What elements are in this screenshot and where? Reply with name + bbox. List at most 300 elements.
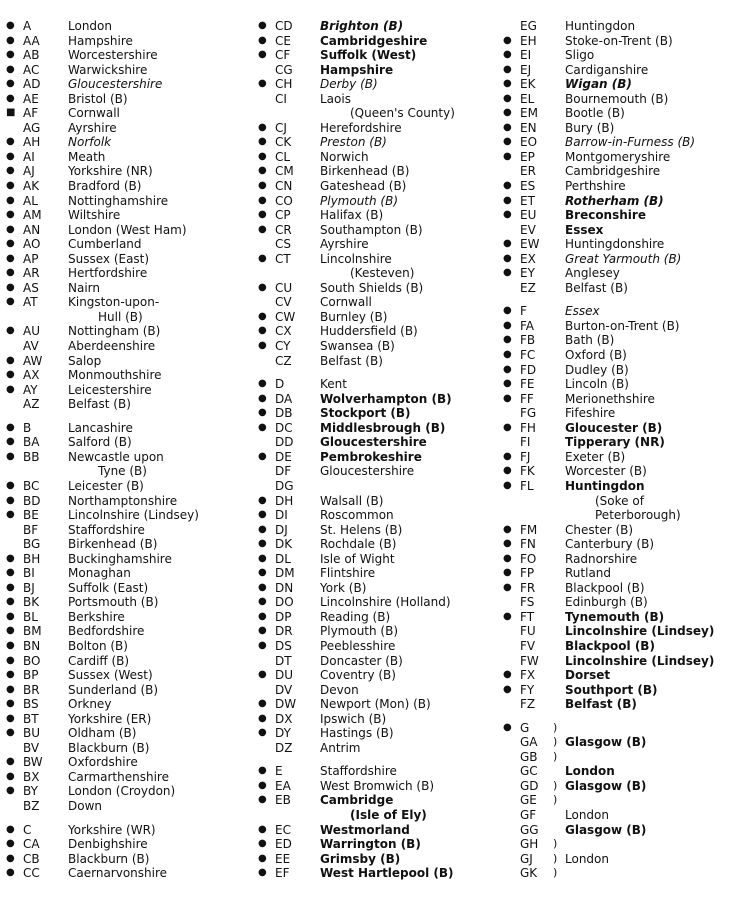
- registration-code: AS: [23, 280, 39, 295]
- bullet-icon: ●: [6, 281, 15, 293]
- county-name: Bath (B): [565, 333, 615, 348]
- bullet-icon: ●: [6, 223, 15, 235]
- code-row: [6, 624, 236, 639]
- bullet-icon: ●: [503, 392, 512, 404]
- registration-code: CV: [275, 295, 292, 310]
- code-row: [503, 363, 733, 378]
- code-row: [503, 304, 733, 319]
- county-name: Reading (B): [320, 609, 391, 624]
- bullet-icon: ●: [503, 121, 512, 133]
- registration-code: EO: [520, 135, 538, 150]
- county-name: Huddersfield (B): [320, 324, 418, 339]
- county-name: Meath: [68, 149, 106, 164]
- county-name: Belfast (B): [68, 397, 131, 412]
- code-row: [258, 683, 490, 698]
- registration-code: EN: [520, 120, 537, 135]
- registration-code: AZ: [23, 397, 40, 412]
- bullet-icon: ●: [6, 150, 15, 162]
- bullet-icon: ●: [6, 49, 15, 61]
- registration-code: FT: [520, 609, 535, 624]
- county-name: Huntingdonshire: [565, 237, 665, 252]
- code-row: [6, 823, 236, 838]
- county-name: Great Yarmouth (B): [565, 251, 682, 266]
- county-name: (Isle of Ely): [350, 807, 427, 822]
- code-row: [258, 19, 490, 34]
- bullet-icon: ●: [503, 479, 512, 491]
- county-name: Glasgow (B): [565, 822, 647, 837]
- county-name: Hastings (B): [320, 726, 394, 741]
- bullet-icon: ●: [6, 625, 15, 637]
- registration-code: DF: [275, 464, 292, 479]
- bullet-icon: ●: [258, 867, 267, 879]
- code-row: [258, 421, 490, 436]
- bullet-icon: ●: [258, 252, 267, 264]
- registration-code: EC: [275, 822, 291, 837]
- registration-code: EV: [520, 222, 536, 237]
- county-name: Monmouthshire: [68, 368, 162, 383]
- county-name: Leicester (B): [68, 478, 144, 493]
- county-name: Wigan (B): [565, 77, 632, 92]
- code-row: [6, 48, 236, 63]
- registration-code: C: [23, 822, 32, 837]
- code-row: [258, 406, 490, 421]
- bullet-icon: ●: [258, 340, 267, 352]
- registration-code: AO: [23, 237, 41, 252]
- registration-code: EP: [520, 149, 535, 164]
- bullet-icon: ●: [503, 150, 512, 162]
- county-name: Gloucestershire: [320, 435, 427, 450]
- code-row: [258, 537, 490, 552]
- code-row: [6, 266, 236, 281]
- registration-code: BH: [23, 551, 41, 566]
- code-row: [258, 581, 490, 596]
- code-row: [503, 823, 733, 838]
- bullet-icon: ●: [503, 238, 512, 250]
- county-name: Caernarvonshire: [68, 866, 168, 881]
- bullet-icon: ●: [6, 567, 15, 579]
- code-row: [503, 552, 733, 567]
- code-row: [258, 392, 490, 407]
- registration-code: CO: [275, 193, 293, 208]
- county-name: Essex: [565, 222, 604, 237]
- code-row: [258, 852, 490, 867]
- code-row: [6, 208, 236, 223]
- county-name: Nottinghamshire: [68, 193, 169, 208]
- code-row: [6, 368, 236, 383]
- county-name: Barrow-in-Furness (B): [565, 135, 696, 150]
- bullet-icon: ●: [6, 494, 15, 506]
- registration-code: CR: [275, 222, 292, 237]
- bullet-icon: ●: [6, 479, 15, 491]
- code-row: [258, 566, 490, 581]
- bullet-icon: ●: [258, 625, 267, 637]
- county-name: Cardiganshire: [565, 62, 649, 77]
- code-row: [503, 668, 733, 683]
- registration-code: CJ: [275, 120, 287, 135]
- registration-code: GF: [520, 807, 537, 822]
- county-name: Warwickshire: [68, 62, 148, 77]
- county-name: Burnley (B): [320, 309, 388, 324]
- code-row: [258, 479, 490, 494]
- county-name: Anglesey: [565, 266, 620, 281]
- registration-code: EG: [520, 19, 537, 33]
- bullet-icon: ●: [503, 34, 512, 46]
- county-name: Portsmouth (B): [68, 595, 159, 610]
- bullet-icon: ●: [503, 363, 512, 375]
- code-row: [258, 793, 490, 808]
- registration-code: EY: [520, 266, 535, 281]
- registration-code: B: [23, 420, 32, 435]
- county-name: London (Croydon): [68, 784, 176, 799]
- county-name: Staffordshire: [320, 764, 397, 779]
- bullet-icon: ●: [503, 180, 512, 192]
- code-row: [258, 435, 490, 450]
- county-name: Wiltshire: [68, 208, 121, 223]
- bracket-mark: ): [553, 735, 558, 749]
- code-row: [503, 581, 733, 596]
- county-name: (Soke of: [595, 493, 644, 508]
- registration-code: CX: [275, 324, 292, 339]
- county-name: Halifax (B): [320, 208, 384, 223]
- bullet-icon: ●: [503, 669, 512, 681]
- county-name: Stoke-on-Trent (B): [565, 33, 673, 48]
- code-row: [258, 552, 490, 567]
- county-name: Dudley (B): [565, 362, 629, 377]
- code-row: [258, 164, 490, 179]
- county-name: Peeblesshire: [320, 638, 396, 653]
- bullet-icon: ●: [258, 165, 267, 177]
- registration-code: F: [520, 304, 527, 319]
- registration-code: DA: [275, 391, 293, 406]
- registration-code: EZ: [520, 280, 536, 295]
- registration-code: EA: [275, 778, 291, 793]
- code-row: [258, 354, 490, 369]
- county-name: Buckinghamshire: [68, 551, 172, 566]
- county-name: Ipswich (B): [320, 711, 387, 726]
- code-row: [6, 77, 236, 92]
- code-row: [503, 421, 733, 436]
- county-name: Birkenhead (B): [68, 537, 158, 552]
- registration-code: FD: [520, 362, 537, 377]
- registration-code: DZ: [275, 740, 293, 755]
- code-row: [258, 523, 490, 538]
- county-name: Bradford (B): [68, 179, 142, 194]
- bracket-mark: ): [553, 837, 558, 851]
- code-row: [6, 494, 236, 509]
- registration-code: DS: [275, 638, 292, 653]
- county-name: Radnorshire: [565, 551, 638, 566]
- registration-code: DH: [275, 493, 294, 508]
- code-row: [503, 237, 733, 252]
- code-row: [503, 135, 733, 150]
- bracket-mark: ): [553, 866, 558, 880]
- bullet-icon: ●: [503, 319, 512, 331]
- registration-code: GA: [520, 735, 538, 750]
- bullet-icon: ●: [258, 378, 267, 390]
- code-row: [6, 397, 236, 412]
- county-name: Hull (B): [98, 309, 143, 324]
- county-name: Lincolnshire (Lindsey): [565, 653, 715, 668]
- registration-code: DL: [275, 551, 291, 566]
- registration-code: EK: [520, 77, 536, 92]
- bracket-mark: ): [553, 720, 558, 734]
- registration-code: BC: [23, 478, 40, 493]
- bullet-icon: ●: [258, 223, 267, 235]
- registration-code: A: [23, 19, 32, 33]
- registration-code: EU: [520, 208, 537, 223]
- county-name: Grimsby (B): [320, 851, 401, 866]
- county-name: Dorset: [565, 668, 611, 683]
- county-name: Blackburn (B): [68, 851, 150, 866]
- code-row: [503, 566, 733, 581]
- code-row: [503, 435, 733, 450]
- county-name: Glasgow (B): [565, 778, 647, 793]
- county-name: Bournemouth (B): [565, 91, 669, 106]
- county-name: Norfolk: [68, 135, 112, 150]
- bullet-icon: ●: [503, 92, 512, 104]
- code-row: [258, 741, 490, 756]
- code-row: [258, 295, 490, 310]
- code-row: [503, 654, 733, 669]
- code-row: [6, 537, 236, 552]
- bullet-icon: ●: [6, 756, 15, 768]
- registration-code: FJ: [520, 449, 531, 464]
- county-name: Chester (B): [565, 522, 634, 537]
- county-name: Northamptonshire: [68, 493, 178, 508]
- code-row: [258, 150, 490, 165]
- county-name: London: [68, 19, 112, 33]
- registration-code: DG: [275, 478, 294, 493]
- county-name: Belfast (B): [320, 353, 383, 368]
- county-name: Wolverhampton (B): [320, 391, 452, 406]
- code-row: [6, 837, 236, 852]
- registration-code: AD: [23, 77, 41, 92]
- bullet-icon: ●: [6, 194, 15, 206]
- registration-code: FI: [520, 435, 531, 450]
- code-row: [258, 697, 490, 712]
- registration-code: DO: [275, 595, 294, 610]
- county-name: Cambridge: [320, 793, 394, 808]
- bullet-icon: ●: [6, 727, 15, 739]
- registration-code: FX: [520, 668, 536, 683]
- county-name: Tyne (B): [98, 464, 147, 479]
- county-name: Worcestershire: [68, 48, 158, 63]
- registration-code: ET: [520, 193, 535, 208]
- registration-code: G: [520, 720, 530, 735]
- code-row: [258, 34, 490, 49]
- bullet-icon: ●: [6, 712, 15, 724]
- bullet-icon: ●: [503, 107, 512, 119]
- bullet-icon: ●: [503, 378, 512, 390]
- registration-code: ED: [275, 837, 292, 852]
- registration-code: AR: [23, 266, 40, 281]
- county-name: Ayrshire: [68, 120, 117, 135]
- code-row: [6, 339, 236, 354]
- registration-code: BJ: [23, 580, 35, 595]
- county-name: Gloucestershire: [320, 464, 415, 479]
- county-name: Belfast (B): [565, 697, 637, 712]
- county-name: Pembrokeshire: [320, 449, 422, 464]
- code-row: [6, 421, 236, 436]
- bullet-icon: ●: [503, 610, 512, 622]
- county-name: Leicestershire: [68, 382, 152, 397]
- bullet-icon: ●: [503, 334, 512, 346]
- bullet-icon: ●: [258, 523, 267, 535]
- county-name: Hertfordshire: [68, 266, 148, 281]
- registration-code: GG: [520, 822, 539, 837]
- code-row: [503, 333, 733, 348]
- bullet-icon: ●: [6, 509, 15, 521]
- bullet-icon: ●: [258, 779, 267, 791]
- county-name: Nairn: [68, 280, 100, 295]
- registration-code: DD: [275, 435, 294, 450]
- registration-code: AM: [23, 208, 42, 223]
- bullet-icon: ●: [503, 49, 512, 61]
- county-name: Blackburn (B): [68, 740, 150, 755]
- county-name: Brighton (B): [320, 19, 404, 33]
- code-row: [6, 194, 236, 209]
- registration-code: BL: [23, 609, 38, 624]
- county-name: Cumberland: [68, 237, 142, 252]
- county-name: Salford (B): [68, 435, 132, 450]
- registration-code: BP: [23, 668, 39, 683]
- county-name: Montgomeryshire: [565, 149, 671, 164]
- registration-code: CU: [275, 280, 293, 295]
- county-name: Sligo: [565, 48, 595, 63]
- code-row: [258, 377, 490, 392]
- code-row: [6, 581, 236, 596]
- code-row: [503, 179, 733, 194]
- bullet-icon: ●: [258, 310, 267, 322]
- code-row: [503, 377, 733, 392]
- code-row: [6, 784, 236, 799]
- code-row: [503, 208, 733, 223]
- registration-code: BN: [23, 638, 41, 653]
- code-row: [503, 194, 733, 209]
- county-name: Norwich: [320, 149, 369, 164]
- code-row: [503, 735, 733, 750]
- registration-code: GE: [520, 793, 537, 808]
- code-row: [503, 537, 733, 552]
- registration-code: DB: [275, 406, 293, 421]
- bullet-icon: ●: [6, 823, 15, 835]
- county-name: London: [565, 807, 609, 822]
- registration-code: D: [275, 377, 285, 392]
- bullet-icon: ●: [6, 770, 15, 782]
- county-name: Sussex (West): [68, 668, 153, 683]
- code-row: [503, 464, 733, 479]
- bullet-icon: ●: [6, 383, 15, 395]
- bullet-icon: ●: [6, 785, 15, 797]
- bullet-icon: ●: [6, 354, 15, 366]
- code-row: [6, 639, 236, 654]
- county-name: Glasgow (B): [565, 735, 647, 750]
- code-row: [6, 435, 236, 450]
- code-row: [503, 348, 733, 363]
- registration-code: AX: [23, 368, 40, 383]
- bullet-icon: ●: [258, 581, 267, 593]
- bullet-icon: ●: [6, 698, 15, 710]
- bullet-icon: ●: [503, 567, 512, 579]
- registration-code: BB: [23, 449, 40, 464]
- bullet-icon: ●: [258, 136, 267, 148]
- county-name: Herefordshire: [320, 120, 402, 135]
- county-name: Hampshire: [68, 33, 133, 48]
- code-row: [503, 494, 733, 509]
- code-row: [6, 508, 236, 523]
- code-row: [503, 392, 733, 407]
- registration-code: FE: [520, 377, 535, 392]
- county-name: Gloucester (B): [565, 420, 663, 435]
- bullet-icon: ●: [503, 538, 512, 550]
- spacer: [258, 755, 490, 764]
- county-name: Southport (B): [565, 682, 658, 697]
- registration-code: DN: [275, 580, 294, 595]
- county-name: Bedfordshire: [68, 624, 145, 639]
- county-name: Edinburgh (B): [565, 595, 648, 610]
- code-row: [258, 339, 490, 354]
- bullet-icon: ●: [6, 669, 15, 681]
- code-row: [503, 406, 733, 421]
- registration-code: DC: [275, 420, 293, 435]
- bullet-icon: ●: [258, 538, 267, 550]
- bullet-icon: ●: [258, 407, 267, 419]
- registration-code: FV: [520, 638, 536, 653]
- county-name: Derby (B): [320, 77, 378, 92]
- code-row: [6, 799, 236, 814]
- code-row: [6, 252, 236, 267]
- registration-code: FY: [520, 682, 535, 697]
- registration-code: AH: [23, 135, 41, 150]
- code-row: [6, 479, 236, 494]
- county-name: Preston (B): [320, 135, 387, 150]
- county-name: Denbighshire: [68, 837, 148, 852]
- code-row: [258, 77, 490, 92]
- county-name: Blackpool (B): [565, 638, 655, 653]
- registration-code: BA: [23, 435, 40, 450]
- bullet-icon: ●: [258, 20, 267, 31]
- registration-code: GC: [520, 764, 538, 779]
- bracket-mark: ): [553, 851, 558, 865]
- spacer: [503, 712, 733, 721]
- code-row: [503, 721, 733, 736]
- code-row: [6, 726, 236, 741]
- registration-code: FL: [520, 478, 534, 493]
- bullet-icon: ●: [258, 596, 267, 608]
- bullet-icon: ●: [6, 78, 15, 90]
- code-row: [6, 852, 236, 867]
- registration-code: FP: [520, 566, 535, 581]
- bullet-icon: ●: [503, 721, 512, 733]
- registration-code: GH: [520, 837, 539, 852]
- county-name: Orkney: [68, 697, 112, 712]
- registration-code: BK: [23, 595, 40, 610]
- code-row: [6, 150, 236, 165]
- code-row: [503, 866, 733, 881]
- bullet-icon: ●: [258, 494, 267, 506]
- bullet-icon: ●: [6, 180, 15, 192]
- county-name: Berkshire: [68, 609, 125, 624]
- bullet-icon: ●: [6, 136, 15, 148]
- code-row: [503, 150, 733, 165]
- registration-code: AT: [23, 295, 38, 310]
- county-name: Cornwall: [68, 106, 120, 121]
- code-row: [503, 106, 733, 121]
- county-name: Huntingdon: [565, 19, 636, 33]
- bullet-icon: ●: [258, 180, 267, 192]
- spacer: [258, 368, 490, 377]
- county-name: Laois: [320, 91, 351, 106]
